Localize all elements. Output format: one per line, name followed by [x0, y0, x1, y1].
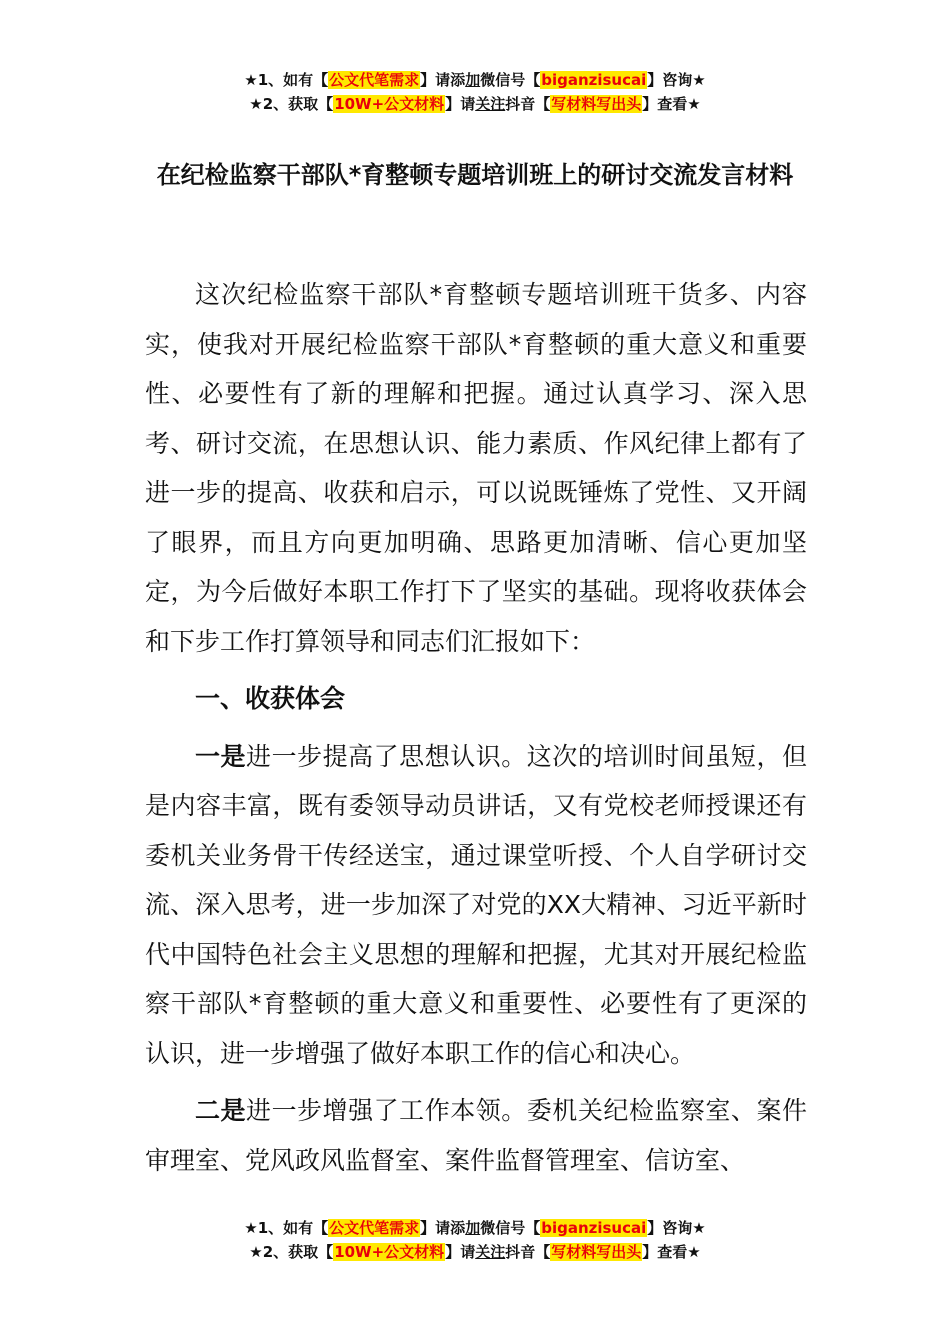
banner-highlight: 10W+公文材料: [334, 95, 445, 113]
banner-highlight: 公文代笔需求: [329, 71, 420, 89]
intro-paragraph: 这次纪检监察干部队*育整顿专题培训班干货多、内容实，使我对开展纪检监察干部队*育整顿的重大意义和重要性、必要性有了新的理解和把握。通过认真学习、深入思考、研讨交流，在思想认识、能力素质、作风纪律上都有了进一步的提高、收获和启示，可以说既锤炼了党性、又开阔了眼界，而且方向更加明确、思路更加清晰、信心更加坚定，为今后做好本职工作打下了坚实的基础。现将收获体会和下步工作打算领导和同志们汇报如下：: [145, 280, 807, 656]
banner-highlight: biganzisucai: [541, 1219, 647, 1237]
paragraph-lead: 一是: [195, 741, 247, 771]
banner-line-1: ★1、如有【公文代笔需求】请添加微信号【biganzisucai】咨询★: [244, 71, 706, 89]
banner-line-2: ★2、获取【10W+公文材料】请关注抖音【写材料写出头】查看★: [249, 1243, 701, 1261]
banner-highlight: 公文代笔需求: [329, 1219, 420, 1237]
banner-highlight: 写材料写出头: [551, 95, 642, 113]
footer-banner: [0, 1216, 950, 1264]
banner-line-1: ★1、如有【公文代笔需求】请添加微信号【biganzisucai】咨询★: [244, 1219, 706, 1237]
paragraph-1: 一是进一步提高了思想认识。这次的培训时间虽短，但是内容丰富，既有委领导动员讲话，又有党校老师授课还有委机关业务骨干传经送宝，通过课堂听授、个人自学研讨交流、深入思考，进一步加深了对党的XX大精神、习近平新时代中国特色社会主义思想的理解和把握，尤其对开展纪检监察干部队*育整顿的重大意义和重要性、必要性有了更深的认识，进一步增强了做好本职工作的信心和决心。: [145, 741, 807, 1068]
document-title: 在纪检监察干部队*育整顿专题培训班上的研讨交流发言材料: [156, 161, 794, 189]
banner-highlight: biganzisucai: [541, 71, 647, 89]
banner-highlight: 10W+公文材料: [334, 1243, 445, 1261]
banner-highlight: 写材料写出头: [551, 1243, 642, 1261]
paragraph-2: 二是进一步增强了工作本领。委机关纪检监察室、案件审理室、党风政风监督室、案件监督管理室、信访室、: [145, 1096, 807, 1175]
document-body: [145, 270, 807, 1185]
paragraph-lead: 二是: [195, 1096, 247, 1125]
header-banner: [0, 68, 950, 116]
banner-line-2: ★2、获取【10W+公文材料】请关注抖音【写材料写出头】查看★: [249, 95, 701, 113]
section-heading: 一、收获体会: [195, 684, 346, 713]
